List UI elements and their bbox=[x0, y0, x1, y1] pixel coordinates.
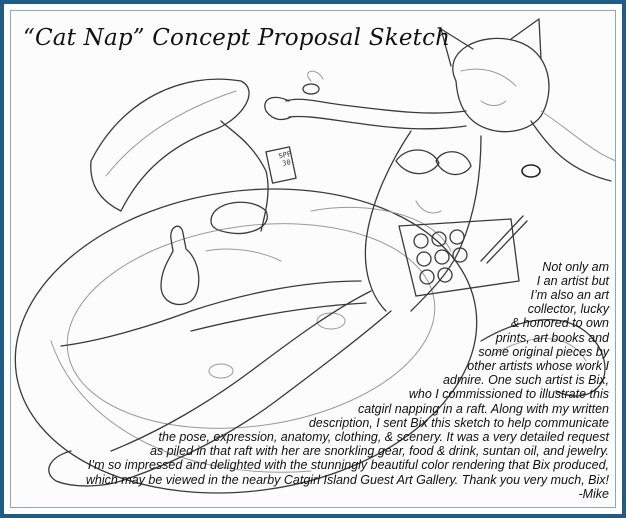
towel bbox=[91, 79, 249, 211]
description-line: the pose, expression, anatomy, clothing, & scenery. It was a very detailed request bbox=[158, 429, 609, 444]
description-line: collector, lucky bbox=[527, 302, 609, 317]
snorkel-mask bbox=[211, 202, 267, 233]
description-line: other artists whose work I bbox=[467, 358, 609, 373]
description-line: admire. One such artist is Bix, bbox=[442, 373, 609, 388]
description-line: I an artist but bbox=[536, 273, 609, 288]
bracelet bbox=[303, 84, 319, 94]
description-line: I’m also an art bbox=[530, 287, 609, 302]
signature: -Mike bbox=[578, 486, 609, 501]
bottle-label-spf: SPF bbox=[277, 149, 292, 161]
description-line: I’m so impressed and delighted with the stunningly beautiful color rendering that Bix produced, bbox=[87, 458, 609, 473]
bottle-label-number: 30 bbox=[281, 158, 292, 168]
raised-arm bbox=[286, 99, 466, 113]
sketch-panel bbox=[10, 10, 616, 508]
description-line: as piled in that raft with her are snorkling gear, food & drink, suntan oil, and jewelry. bbox=[149, 444, 609, 459]
description-line: prints, art books and bbox=[495, 330, 609, 345]
page-title: “Cat Nap” Concept Proposal Sketch bbox=[23, 25, 451, 51]
description-line: catgirl napping in a raft. Along with my written bbox=[357, 401, 609, 416]
head bbox=[453, 38, 549, 131]
description-line: who I commissioned to illustrate this bbox=[408, 387, 609, 402]
artist-description bbox=[10, 260, 609, 501]
description-line: Not only am bbox=[542, 259, 609, 274]
hand bbox=[265, 97, 291, 119]
description-line: description, I sent Bix this sketch to help communicate bbox=[308, 415, 609, 430]
description-line: & honored to own bbox=[511, 316, 609, 331]
bikini-top bbox=[396, 150, 439, 174]
description-line: some original pieces by bbox=[478, 344, 609, 359]
description-line: which may be viewed in the nearby Catgirl Island Guest Art Gallery. Thank you very much, Bix! bbox=[85, 472, 609, 487]
